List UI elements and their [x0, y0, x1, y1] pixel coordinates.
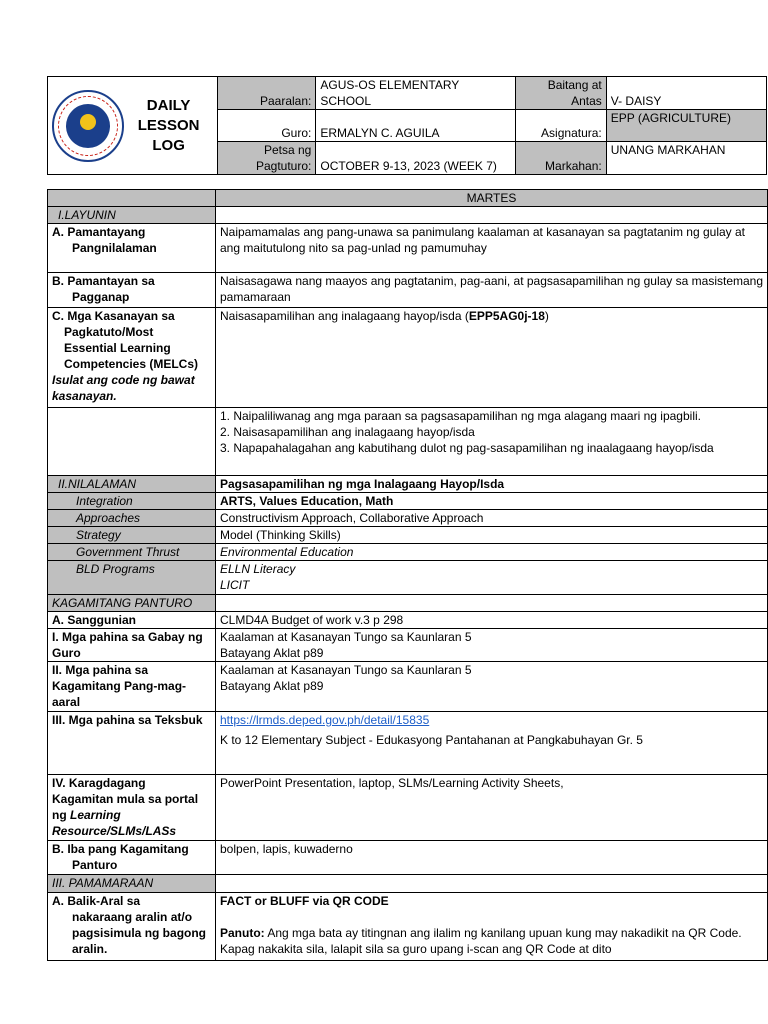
day-header: MARTES — [216, 190, 768, 207]
paaralan-label: Paaralan: — [218, 77, 316, 110]
teksbuk-label: III. Mga pahina sa Teksbuk — [48, 712, 216, 775]
markahan-value: UNANG MARKAHAN — [606, 142, 766, 175]
kagamitan-heading: KAGAMITANG PANTURO — [48, 595, 216, 612]
objective-item: 2. Naisasapamilihan ang inalagaang hayop/isda — [220, 425, 475, 439]
petsa-value: OCTOBER 9-13, 2023 (WEEK 7) — [316, 142, 515, 175]
logo-title-cell — [48, 77, 218, 175]
objectives-list — [216, 408, 768, 476]
markahan-label: Markahan: — [515, 142, 606, 175]
objective-item: 3. Napapahalagahan ang kabutihang dulot ng pag-sasapamilihan ng inaalagaang hayop/isda — [220, 441, 714, 455]
deped-seal-icon — [52, 90, 124, 162]
melc-label: C. Mga Kasanayan sa Pagkatuto/Most Essential Learning Competencies (MELCs) Isulat ang code ng bawat kasanayan. — [48, 308, 216, 408]
gabay-guro-value: Kaalaman at Kasanayan Tungo sa Kaunlaran 5 Batayang Aklat p89 — [216, 629, 768, 662]
asignatura-label: Asignatura: — [515, 110, 606, 142]
objective-item: 1. Naipaliliwanag ang mga paraan sa pagsasapamilihan ng mga alagang maari ng ipagbili. — [220, 409, 701, 423]
iba-kagamitan-value: bolpen, lapis, kuwaderno — [216, 841, 768, 875]
strategy-label: Strategy — [48, 527, 216, 544]
teksbuk-value: https://lrmds.deped.gov.ph/detail/15835 K to 12 Elementary Subject - Edukasyong Pantahanan at Pangkabuhayan Gr. 5 — [216, 712, 768, 775]
pamantayan-pagganap-label: B. Pamantayan sa Pagganap — [48, 273, 216, 308]
pamantayang-pangnilalaman-value: Naipamamalas ang pang-unawa sa panimulang kaalaman at kasanayan sa pagtatanim ng gulay at ang maitutulong nito sa pag-unlad ng pamumuhay — [216, 224, 768, 273]
kagamitang-pang-mag-aaral-value: Kaalaman at Kasanayan Tungo sa Kaunlaran 5 Batayang Aklat p89 — [216, 662, 768, 712]
balik-aral-value — [216, 893, 768, 961]
baitang-label: Baitang at Antas — [515, 77, 606, 110]
sanggunian-value: CLMD4A Budget of work v.3 p 298 — [216, 612, 768, 629]
pamamaraan-heading: III. PAMAMARAAN — [48, 875, 216, 893]
bld-programs-label: BLD Programs — [48, 561, 216, 595]
layunin-heading: I.LAYUNIN — [48, 207, 216, 224]
paaralan-value: AGUS-OS ELEMENTARY SCHOOL — [316, 77, 515, 110]
baitang-value: V- DAISY — [606, 77, 766, 110]
nilalaman-heading: II.NILALAMAN — [48, 476, 216, 493]
title-lesson-log: LESSON LOG — [137, 116, 200, 154]
integration-value: ARTS, Values Education, Math — [216, 493, 768, 510]
govt-thrust-label: Government Thrust — [48, 544, 216, 561]
pamantayang-pangnilalaman-label: A. Pamantayang Pangnilalaman — [48, 224, 216, 273]
pamantayan-pagganap-value: Naisasagawa nang maayos ang pagtatanim, pag-aani, at pagsasapamilihan ng gulay sa masistemang pamamaraan — [216, 273, 768, 308]
guro-label: Guro: — [218, 110, 316, 142]
gabay-guro-label: I. Mga pahina sa Gabay ng Guro — [48, 629, 216, 662]
iba-kagamitan-label: B. Iba pang Kagamitang Panturo — [48, 841, 216, 875]
panuto-label: Panuto: — [220, 926, 265, 940]
lesson-table — [47, 189, 768, 961]
approaches-value: Constructivism Approach, Collaborative Approach — [216, 510, 768, 527]
petsa-label: Petsa ng Pagtuturo: — [218, 142, 316, 175]
panuto-text: Ang mga bata ay titingnan ang ilalim ng kanilang upuan kung may nakadikit na QR Code. Kapag nakakita sila, lalapit sila sa guro upang i-scan ang QR Code at dito — [220, 926, 742, 956]
lrmds-link[interactable]: https://lrmds.deped.gov.ph/detail/15835 — [220, 713, 430, 727]
govt-thrust-value: Environmental Education — [216, 544, 768, 561]
balik-aral-label: A. Balik-Aral sa nakaraang aralin at/o pagsisimula ng bagong aralin. — [48, 893, 216, 961]
melc-value: Naisasapamilihan ang inalagaang hayop/isda (EPP5AG0j-18) — [216, 308, 768, 408]
kagamitang-pang-mag-aaral-label: II. Mga pahina sa Kagamitang Pang-mag- aaral — [48, 662, 216, 712]
integration-label: Integration — [48, 493, 216, 510]
karagdagan-value: PowerPoint Presentation, laptop, SLMs/Learning Activity Sheets, — [216, 775, 768, 841]
bld-programs-value: ELLN Literacy LICIT — [216, 561, 768, 595]
asignatura-value: EPP (AGRICULTURE) — [606, 110, 766, 142]
title-daily: DAILY — [146, 96, 191, 114]
sanggunian-label: A. Sanggunian — [48, 612, 216, 629]
karagdagan-label: IV. Karagdagang Kagamitan mula sa portal ng Learning Resource/SLMs/LASs — [48, 775, 216, 841]
melc-code: EPP5AG0j-18 — [468, 309, 545, 323]
nilalaman-value: Pagsasapamilihan ng mga Inalagaang Hayop/Isda — [216, 476, 768, 493]
approaches-label: Approaches — [48, 510, 216, 527]
header-table — [47, 76, 767, 175]
guro-value: ERMALYN C. AGUILA — [316, 110, 515, 142]
balik-aral-title: FACT or BLUFF via QR CODE — [220, 894, 389, 908]
strategy-value: Model (Thinking Skills) — [216, 527, 768, 544]
